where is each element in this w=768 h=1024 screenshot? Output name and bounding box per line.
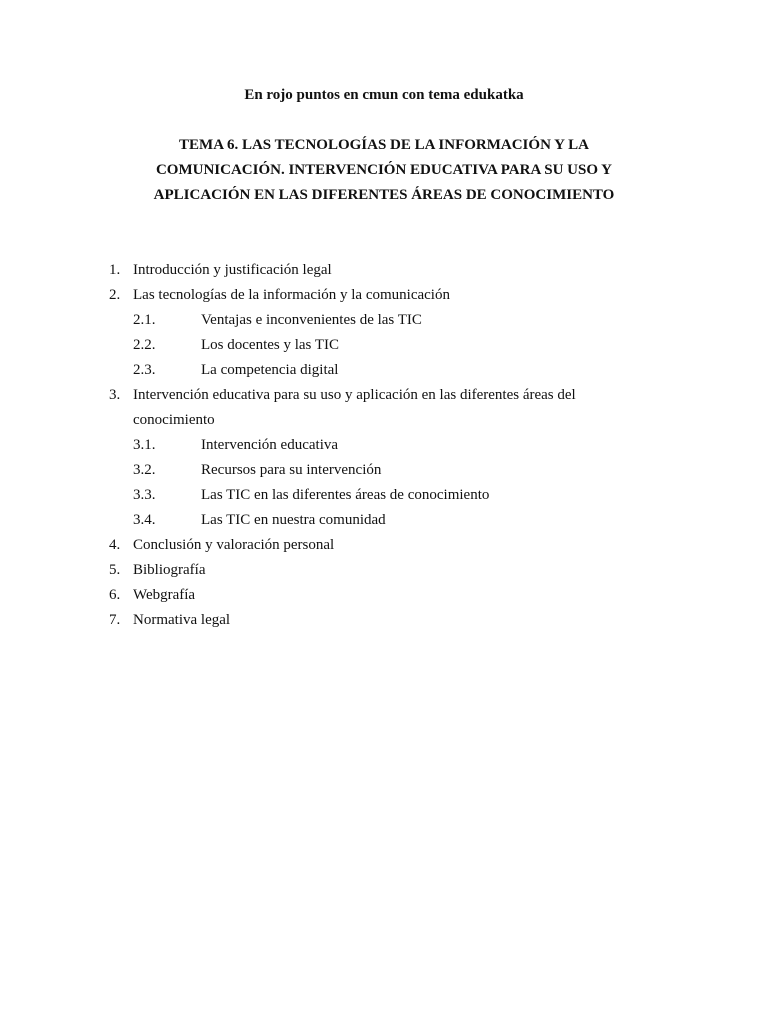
toc-subitem-text: Los docentes y las TIC (201, 337, 340, 353)
document-subtitle: En rojo puntos en cmun con tema edukatka (244, 87, 524, 103)
toc-item (0, 383, 768, 433)
toc-item-number: 2. (109, 287, 121, 303)
toc-item-text: Bibliografía (133, 562, 206, 578)
toc-item-text: Introducción y justificación legal (133, 262, 332, 278)
toc-item-number: 7. (109, 612, 121, 628)
toc-subitem-text: Ventajas e inconvenientes de las TIC (201, 312, 422, 328)
toc-subitem-number: 3.3. (133, 487, 156, 503)
toc-subitem-text: Las TIC en las diferentes áreas de conocimiento (201, 487, 490, 503)
toc-item-number: 6. (109, 587, 121, 603)
toc-item-text: Webgrafía (133, 587, 196, 603)
title-line: APLICACIÓN EN LAS DIFERENTES ÁREAS DE CONOCIMIENTO (153, 187, 615, 203)
toc-subitem-number: 2.1. (133, 312, 156, 328)
toc-item (0, 583, 768, 608)
toc-subitem-number: 3.1. (133, 437, 156, 453)
toc-subitem-text: La competencia digital (201, 362, 339, 378)
toc-subitem (0, 308, 768, 333)
toc-subitem-number: 3.2. (133, 462, 156, 478)
toc-subitem-number: 2.3. (133, 362, 156, 378)
toc-item-text: Normativa legal (133, 612, 231, 628)
toc-item (0, 258, 768, 283)
toc-item-number: 5. (109, 562, 121, 578)
toc-item-text: Conclusión y valoración personal (133, 537, 335, 553)
toc-item (0, 283, 768, 308)
toc-subitem-text: Intervención educativa (201, 437, 339, 453)
toc-subitem (0, 458, 768, 483)
table-of-contents (0, 258, 768, 633)
toc-subitem-number: 2.2. (133, 337, 156, 353)
toc-subitem-number: 3.4. (133, 512, 156, 528)
toc-subitem (0, 358, 768, 383)
toc-item-number: 4. (109, 537, 121, 553)
toc-item (0, 558, 768, 583)
title-line: COMUNICACIÓN. INTERVENCIÓN EDUCATIVA PARA SU USO Y (155, 162, 613, 178)
toc-item (0, 608, 768, 633)
toc-item (0, 533, 768, 558)
toc-subitem (0, 333, 768, 358)
toc-subitem (0, 508, 768, 533)
toc-item-number: 1. (109, 262, 121, 278)
toc-subitem (0, 483, 768, 508)
document-title (120, 133, 648, 208)
toc-item-number: 3. (109, 387, 121, 403)
toc-subitem (0, 433, 768, 458)
toc-subitem-text: Recursos para su intervención (201, 462, 382, 478)
toc-subitem-text: Las TIC en nuestra comunidad (201, 512, 386, 528)
toc-item-text: Intervención educativa para su uso y aplicación en las diferentes áreas del conocimiento (133, 387, 576, 428)
toc-item-text: Las tecnologías de la información y la comunicación (133, 287, 450, 303)
title-line: TEMA 6. LAS TECNOLOGÍAS DE LA INFORMACIÓN Y LA (179, 137, 589, 153)
